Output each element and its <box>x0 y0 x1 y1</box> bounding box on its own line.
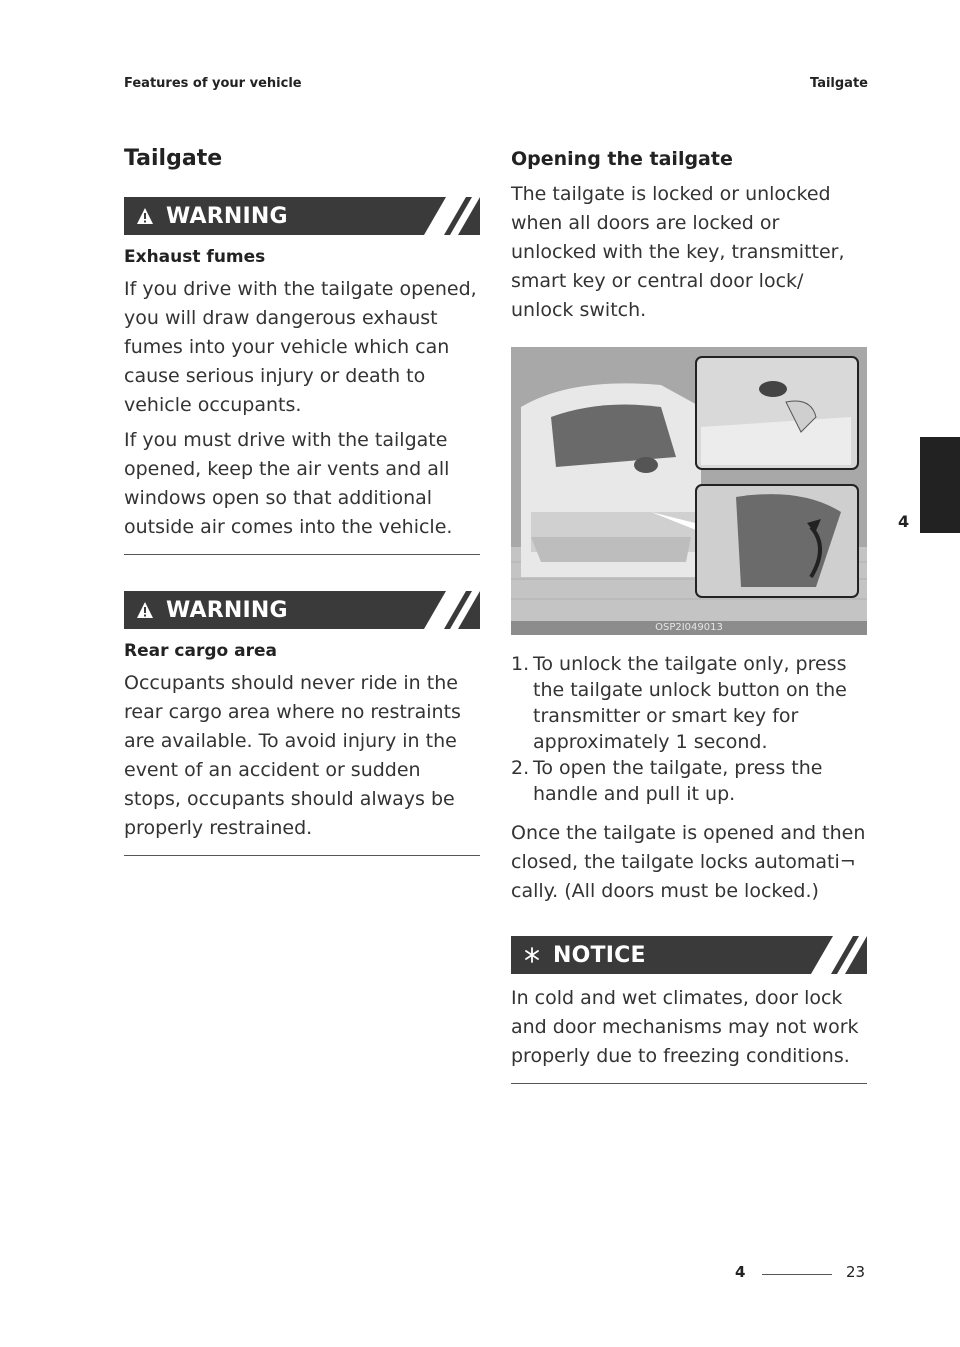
section-title: Tailgate <box>124 146 223 171</box>
warning-paragraph: If you drive with the tailgate opened, you will draw dangerous exhaust fumes into your vehicle which can cause serious injury or death to vehicle occupants. <box>124 278 477 416</box>
running-header-section: Features of your vehicle <box>124 76 302 91</box>
footer-page-number: 23 <box>846 1263 866 1281</box>
step-text: To unlock the tailgate only, press the tailgate unlock button on the transmitter or smart key for approximately 1 second. <box>533 653 847 753</box>
step-text: To open the tailgate, press the handle and pull it up. <box>533 757 823 805</box>
list-item <box>511 755 867 807</box>
intro-paragraph: The tailgate is locked or unlocked when all doors are locked or unlocked with the key, transmitter, smart key or central door lock/ unlock switch. <box>511 183 845 321</box>
list-item <box>511 651 867 755</box>
left-column <box>124 140 480 856</box>
warning-paragraph: If you must drive with the tailgate opened, keep the air vents and all windows open so that additional outside air comes into the vehicle. <box>124 429 453 538</box>
running-header-topic: Tailgate <box>810 76 868 91</box>
warning-label: WARNING <box>166 597 288 623</box>
step-number: 2. <box>511 757 530 779</box>
banner-stripes <box>424 197 480 235</box>
warning-triangle-icon <box>136 207 154 225</box>
subsection-heading: Opening the tailgate <box>511 148 733 170</box>
warning-paragraph: Occupants should never ride in the rear cargo area where no restraints are available. To avoid injury in the event of an accident or sudden stops, occupants should always be properly restrained. <box>124 672 461 839</box>
vehicle-rear-illustration <box>511 347 867 621</box>
banner-stripes <box>811 936 867 974</box>
right-column <box>511 140 867 1084</box>
warning-subtitle-exhaust: Exhaust fumes <box>124 247 266 267</box>
warning-banner-exhaust <box>124 197 480 235</box>
warning-subtitle-cargo: Rear cargo area <box>124 641 277 661</box>
notice-banner <box>511 936 867 974</box>
footer-chapter: 4 <box>735 1263 746 1281</box>
warning-triangle-icon <box>136 601 154 619</box>
chapter-tab <box>920 437 960 533</box>
figure-caption: OSP2I049013 <box>511 621 867 635</box>
divider <box>511 1083 867 1084</box>
step-number: 1. <box>511 653 530 675</box>
banner-stripes <box>424 591 480 629</box>
warning-label: WARNING <box>166 203 288 229</box>
warning-banner-cargo <box>124 591 480 629</box>
footer-rule <box>762 1274 832 1275</box>
chapter-tab-number: 4 <box>898 512 910 531</box>
asterisk-icon <box>523 946 541 964</box>
step-list <box>511 651 867 807</box>
notice-label: NOTICE <box>553 942 646 968</box>
tailgate-illustration <box>511 347 867 635</box>
divider <box>124 855 480 856</box>
notice-text: In cold and wet climates, door lock and door mechanisms may not work properly due to freezing conditions. <box>511 987 859 1067</box>
after-paragraph: Once the tailgate is opened and then closed, the tailgate locks automati¬ cally. (All doors must be locked.) <box>511 822 866 902</box>
